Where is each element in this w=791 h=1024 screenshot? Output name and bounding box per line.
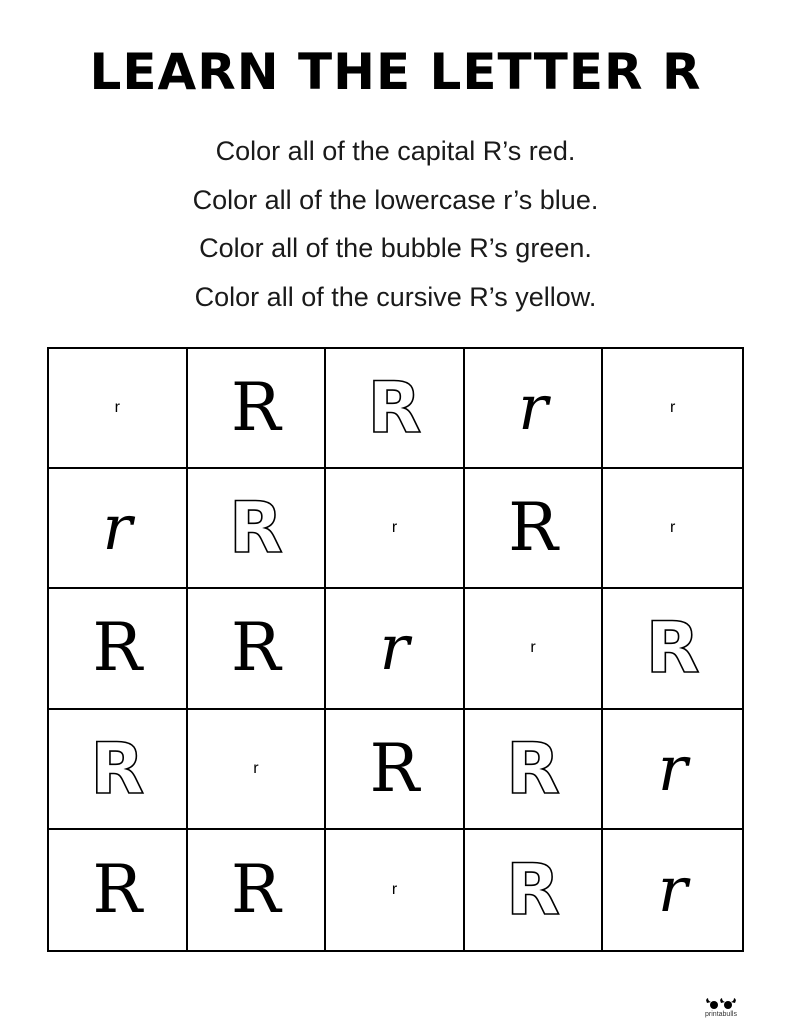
instruction-capital: Color all of the capital R’s red. xyxy=(215,136,576,166)
grid-cell-r3-c4[interactable] xyxy=(465,589,604,709)
cursive-letter: r xyxy=(102,491,133,565)
grid-cell-r5-c5[interactable] xyxy=(603,830,742,950)
cursive-letter: r xyxy=(379,611,410,685)
bubble-letter: R xyxy=(645,607,700,690)
instruction-bubble: Color all of the bubble R’s green. xyxy=(199,233,592,263)
capital-letter: R xyxy=(231,609,281,687)
grid-cell-r4-c3[interactable] xyxy=(326,710,465,830)
grid-cell-r1-c5[interactable] xyxy=(603,349,742,469)
grid-cell-r3-c3[interactable] xyxy=(326,589,465,709)
lowercase-letter: r xyxy=(670,519,676,537)
lowercase-letter: r xyxy=(391,880,398,898)
grid-cell-r5-c2[interactable] xyxy=(188,830,327,950)
capital-letter: R xyxy=(369,729,420,807)
grid-cell-r4-c1[interactable] xyxy=(49,710,188,830)
grid-cell-r1-c1[interactable] xyxy=(49,349,188,469)
grid-cell-r4-c5[interactable] xyxy=(603,710,742,830)
lowercase-letter: r xyxy=(114,399,120,417)
grid-cell-r3-c1[interactable] xyxy=(49,589,188,709)
grid-cell-r1-c3[interactable] xyxy=(326,349,465,469)
cursive-letter: r xyxy=(657,852,688,926)
logo-text: printabulls xyxy=(705,1011,737,1018)
bubble-letter: R xyxy=(90,727,145,810)
lowercase-letter: r xyxy=(670,399,676,417)
instruction-cursive: Color all of the cursive R’s yellow. xyxy=(194,281,597,312)
grid-cell-r2-c1[interactable] xyxy=(49,469,188,589)
letter-grid xyxy=(47,347,744,952)
bubble-letter: R xyxy=(506,727,561,810)
lowercase-letter: r xyxy=(530,639,536,657)
lowercase-letter: r xyxy=(253,759,259,777)
capital-letter: R xyxy=(508,489,558,567)
capital-letter: R xyxy=(231,850,281,928)
grid-cell-r1-c4[interactable] xyxy=(465,349,604,469)
printabulls-logo xyxy=(691,997,751,1018)
lowercase-letter: r xyxy=(391,519,398,537)
capital-letter: R xyxy=(92,850,143,928)
instructions xyxy=(0,127,791,321)
page-title: LEARN THE LETTER R xyxy=(89,43,702,101)
capital-letter: R xyxy=(92,609,143,687)
instruction-lowercase: Color all of the lowercase r’s blue. xyxy=(192,184,599,215)
grid-cell-r2-c4[interactable] xyxy=(465,469,604,589)
bubble-letter: R xyxy=(506,848,561,931)
grid-cell-r1-c2[interactable] xyxy=(188,349,327,469)
grid-cell-r4-c4[interactable] xyxy=(465,710,604,830)
cursive-letter: r xyxy=(657,731,688,805)
grid-cell-r3-c5[interactable] xyxy=(603,589,742,709)
cursive-letter: r xyxy=(518,371,548,445)
capital-letter: R xyxy=(231,369,281,447)
grid-cell-r5-c1[interactable] xyxy=(49,830,188,950)
grid-cell-r4-c2[interactable] xyxy=(188,710,327,830)
bull-logo-icon xyxy=(704,997,738,1011)
grid-cell-r2-c2[interactable] xyxy=(188,469,327,589)
bubble-letter: R xyxy=(367,367,422,450)
grid-cell-r5-c3[interactable] xyxy=(326,830,465,950)
bubble-letter: R xyxy=(228,487,283,570)
grid-cell-r3-c2[interactable] xyxy=(188,589,327,709)
grid-cell-r2-c3[interactable] xyxy=(326,469,465,589)
grid-cell-r2-c5[interactable] xyxy=(603,469,742,589)
grid-cell-r5-c4[interactable] xyxy=(465,830,604,950)
